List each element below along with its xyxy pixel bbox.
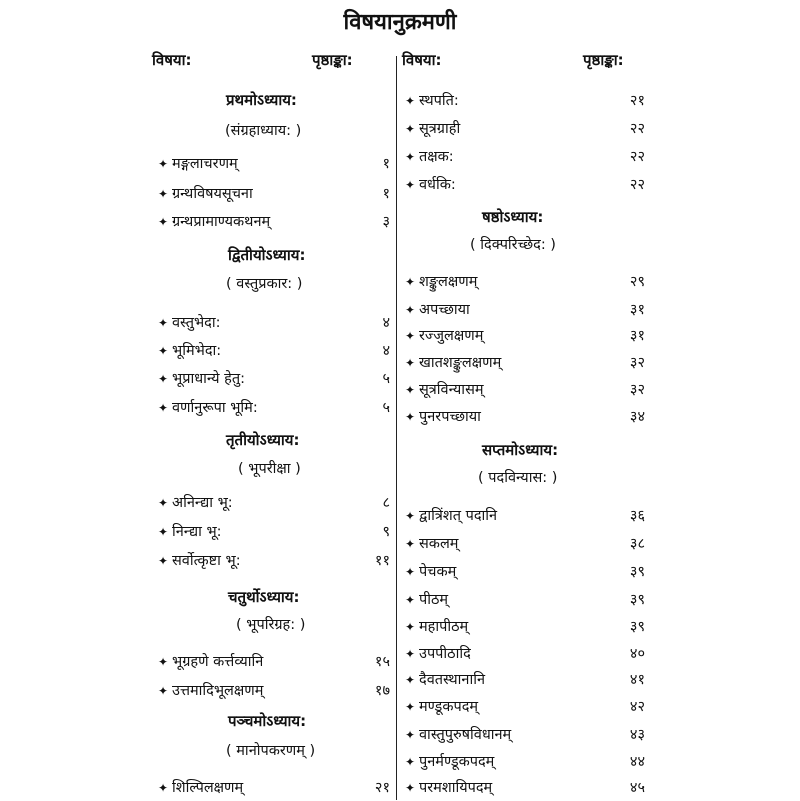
toc-entry[interactable] (405, 722, 645, 748)
entry-label: सूत्रविन्यासम् (419, 382, 484, 398)
entry-page: १ (382, 156, 390, 172)
toc-entry[interactable] (158, 151, 390, 177)
entry-page: ४० (629, 646, 645, 662)
toc-entry[interactable] (405, 144, 645, 170)
entry-label: शङ्कुलक्षणम् (419, 274, 478, 290)
toc-entry[interactable] (405, 641, 645, 667)
entry-label: दैवतस्थानानि (419, 672, 486, 688)
entry-label: मण्डूकपदम् (419, 699, 479, 715)
star-bullet-icon: ✦ (405, 700, 416, 714)
right-topic-header: विषया: (402, 51, 442, 69)
entry-page: ५ (382, 371, 390, 387)
chapter-title: तृतीयोऽध्याय: (226, 431, 300, 449)
entry-page: ३९ (629, 592, 645, 608)
star-bullet-icon: ✦ (405, 150, 416, 164)
left-column (0, 0, 396, 800)
star-bullet-icon: ✦ (158, 554, 169, 568)
entry-label: निन्द्या भू: (172, 524, 222, 540)
entry-label: वर्धकि: (419, 177, 456, 193)
star-bullet-icon: ✦ (405, 755, 416, 769)
entry-label: वस्तुभेदा: (172, 315, 221, 331)
entry-page: २९ (629, 274, 645, 290)
chapter-title: पञ्चमोऽध्याय: (228, 712, 307, 730)
entry-label: उपपीठादि (419, 646, 471, 662)
entry-page: ११ (374, 553, 390, 569)
star-bullet-icon: ✦ (405, 620, 416, 634)
toc-entry[interactable] (405, 694, 645, 720)
entry-label: सकलम् (419, 536, 459, 552)
star-bullet-icon: ✦ (405, 673, 416, 687)
entry-page: ४ (382, 315, 390, 331)
column-divider (396, 56, 397, 800)
toc-entry[interactable] (158, 678, 390, 704)
chapter-subtitle: ( मानोपकरणम् ) (226, 743, 316, 759)
star-bullet-icon: ✦ (405, 565, 416, 579)
entry-page: ४२ (629, 699, 645, 715)
chapter-subtitle: (संग्रहाध्याय: ) (225, 123, 302, 139)
chapter-title: चतुर्थोऽध्याय: (228, 588, 300, 606)
entry-label: स्थपति: (419, 93, 459, 109)
toc-entry[interactable] (405, 269, 645, 295)
entry-label: वर्णानुरूपा भूमि: (172, 400, 258, 416)
star-bullet-icon: ✦ (405, 329, 416, 343)
star-bullet-icon: ✦ (158, 157, 169, 171)
entry-label: भूग्रहणे कर्त्तव्यानि (172, 654, 264, 670)
entry-page: ३२ (629, 355, 645, 371)
star-bullet-icon: ✦ (405, 178, 416, 192)
entry-page: ८ (382, 495, 390, 511)
star-bullet-icon: ✦ (405, 509, 416, 523)
entry-page: ४१ (629, 672, 645, 688)
entry-page: ३६ (629, 508, 645, 524)
star-bullet-icon: ✦ (405, 122, 416, 136)
star-bullet-icon: ✦ (405, 647, 416, 661)
chapter-subtitle: ( पदविन्यास: ) (478, 470, 558, 486)
toc-entry[interactable] (158, 490, 390, 516)
toc-entry[interactable] (158, 338, 390, 364)
star-bullet-icon: ✦ (158, 187, 169, 201)
toc-entry[interactable] (405, 531, 645, 557)
entry-page: ३२ (629, 382, 645, 398)
entry-page: ३८ (629, 536, 645, 552)
toc-entry[interactable] (405, 775, 645, 801)
toc-entry[interactable] (405, 377, 645, 403)
entry-label: वास्तुपुरुषविधानम् (419, 727, 512, 743)
toc-entry[interactable] (158, 366, 390, 392)
entry-label: सूत्रग्राही (419, 121, 461, 137)
entry-page: १७ (374, 683, 390, 699)
entry-page: ३९ (629, 619, 645, 635)
toc-entry[interactable] (158, 519, 390, 545)
star-bullet-icon: ✦ (158, 655, 169, 669)
toc-entry[interactable] (405, 323, 645, 349)
star-bullet-icon: ✦ (405, 537, 416, 551)
star-bullet-icon: ✦ (405, 383, 416, 397)
chapter-subtitle: ( भूपरीक्षा ) (238, 461, 301, 477)
entry-page: ३९ (629, 564, 645, 580)
entry-label: शिल्पिलक्षणम् (172, 780, 244, 796)
right-column (400, 0, 800, 800)
entry-label: भूप्राधान्ये हेतु: (172, 371, 246, 387)
star-bullet-icon: ✦ (158, 781, 169, 795)
toc-entry[interactable] (158, 775, 390, 801)
entry-label: अपच्छाया (419, 302, 470, 318)
toc-entry[interactable] (405, 172, 645, 198)
chapter-title: प्रथमोऽध्याय: (226, 91, 297, 109)
star-bullet-icon: ✦ (405, 303, 416, 317)
star-bullet-icon: ✦ (158, 215, 169, 229)
entry-page: ४३ (629, 727, 645, 743)
star-bullet-icon: ✦ (158, 372, 169, 386)
chapter-subtitle: ( दिक्परिच्छेद: ) (470, 237, 556, 253)
toc-entry[interactable] (405, 297, 645, 323)
toc-entry[interactable] (405, 503, 645, 529)
page-title: विषयानुक्रमणी (343, 10, 457, 35)
entry-page: २१ (629, 93, 645, 109)
entry-label: अनिन्द्या भू: (172, 495, 233, 511)
star-bullet-icon: ✦ (405, 593, 416, 607)
left-page-header: पृष्ठाङ्का: (312, 51, 353, 69)
entry-page: १५ (374, 654, 390, 670)
entry-label: मङ्गलाचरणम् (172, 156, 238, 172)
entry-page: ३ (382, 214, 390, 230)
star-bullet-icon: ✦ (405, 94, 416, 108)
entry-page: २२ (629, 121, 645, 137)
toc-entry[interactable] (405, 559, 645, 585)
entry-label: तक्षक: (419, 149, 454, 165)
toc-entry[interactable] (405, 116, 645, 142)
entry-page: ३४ (629, 409, 645, 425)
toc-entry[interactable] (405, 404, 645, 430)
entry-label: पेचकम् (419, 564, 457, 580)
star-bullet-icon: ✦ (158, 316, 169, 330)
entry-label: ग्रन्थविषयसूचना (172, 186, 253, 202)
star-bullet-icon: ✦ (158, 525, 169, 539)
toc-entry[interactable] (405, 88, 645, 114)
chapter-title: षष्ठोऽध्याय: (482, 208, 544, 226)
entry-label: पीठम् (419, 592, 449, 608)
chapter-title: सप्तमोऽध्याय: (482, 441, 559, 459)
toc-entry[interactable] (405, 667, 645, 693)
entry-label: उत्तमादिभूलक्षणम् (172, 683, 264, 699)
toc-entry[interactable] (158, 209, 390, 235)
entry-page: ३१ (629, 328, 645, 344)
entry-label: महापीठम् (419, 619, 469, 635)
toc-entry[interactable] (158, 649, 390, 675)
entry-page: ९ (382, 524, 390, 540)
entry-page: ४४ (629, 754, 645, 770)
chapter-title: द्वितीयोऽध्याय: (228, 246, 306, 264)
entry-page: ५ (382, 400, 390, 416)
star-bullet-icon: ✦ (405, 356, 416, 370)
toc-entry[interactable] (405, 749, 645, 775)
entry-page: २२ (629, 149, 645, 165)
toc-entry[interactable] (158, 310, 390, 336)
entry-label: पुनर्मण्डूकपदम् (419, 754, 495, 770)
chapter-subtitle: ( वस्तुप्रकार: ) (226, 276, 303, 292)
entry-label: भूमिभेदा: (172, 343, 222, 359)
entry-label: द्वात्रिंशत् पदानि (419, 508, 498, 524)
chapter-subtitle: ( भूपरिग्रह: ) (236, 617, 306, 633)
toc-entry[interactable] (158, 548, 390, 574)
entry-label: ग्रन्थप्रामाण्यकथनम् (172, 214, 271, 230)
star-bullet-icon: ✦ (405, 728, 416, 742)
star-bullet-icon: ✦ (405, 410, 416, 424)
entry-label: पुनरपच्छाया (419, 409, 481, 425)
right-page-header: पृष्ठाङ्का: (583, 51, 624, 69)
entry-page: ३१ (629, 302, 645, 318)
entry-label: परमशायिपदम् (419, 780, 493, 796)
entry-label: सर्वोत्कृष्टा भू: (172, 553, 241, 569)
entry-label: रज्जुलक्षणम् (419, 328, 484, 344)
toc-entry[interactable] (405, 587, 645, 613)
toc-entry[interactable] (405, 614, 645, 640)
entry-page: ४५ (629, 780, 645, 796)
star-bullet-icon: ✦ (405, 275, 416, 289)
star-bullet-icon: ✦ (158, 684, 169, 698)
entry-page: २१ (374, 780, 390, 796)
entry-page: ४ (382, 343, 390, 359)
toc-entry[interactable] (158, 181, 390, 207)
entry-page: २२ (629, 177, 645, 193)
star-bullet-icon: ✦ (158, 401, 169, 415)
toc-entry[interactable] (158, 395, 390, 421)
star-bullet-icon: ✦ (158, 496, 169, 510)
star-bullet-icon: ✦ (405, 781, 416, 795)
toc-entry[interactable] (405, 350, 645, 376)
star-bullet-icon: ✦ (158, 344, 169, 358)
entry-page: १ (382, 186, 390, 202)
left-topic-header: विषया: (152, 51, 192, 69)
entry-label: खातशङ्कुलक्षणम् (419, 355, 502, 371)
